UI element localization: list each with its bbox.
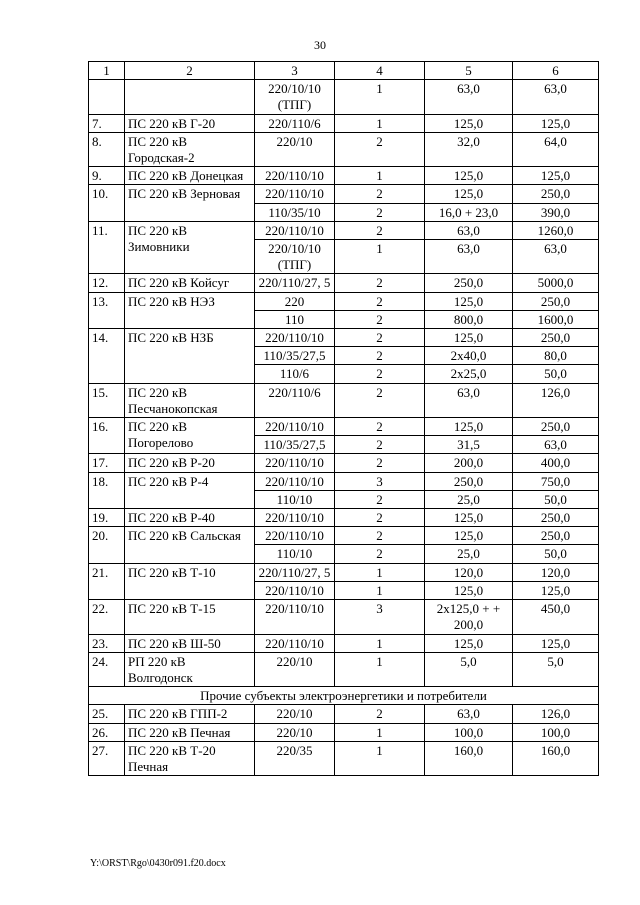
- voltage-cell: 110/10: [255, 490, 335, 508]
- table-row: [89, 383, 599, 417]
- power-cell: 5,0: [425, 652, 513, 686]
- power-cell: 63,0: [425, 383, 513, 417]
- power-cell: 16,0 + 23,0: [425, 203, 513, 221]
- voltage-cell: 220/110/10: [255, 581, 335, 599]
- substation-name: ПС 220 кВ Р-20: [125, 454, 255, 472]
- quantity-cell: 2: [335, 203, 425, 221]
- substation-name: ПС 220 кВ Ш-50: [125, 634, 255, 652]
- row-number: 14.: [89, 329, 125, 384]
- substation-name: ПС 220 кВ НЗБ: [125, 329, 255, 384]
- quantity-cell: 1: [335, 581, 425, 599]
- table-row: [89, 527, 599, 545]
- row-number: 18.: [89, 472, 125, 508]
- total-power-cell: 63,0: [513, 436, 599, 454]
- power-cell: 25,0: [425, 490, 513, 508]
- power-cell: 125,0: [425, 509, 513, 527]
- table-row: [89, 221, 599, 239]
- table-row: [89, 80, 599, 114]
- substation-name: ПС 220 кВ Донецкая: [125, 167, 255, 185]
- power-cell: 125,0: [425, 634, 513, 652]
- quantity-cell: 2: [335, 418, 425, 436]
- table-row: [89, 705, 599, 723]
- voltage-cell: 220/10: [255, 705, 335, 723]
- substation-name: ПС 220 кВ Р-40: [125, 509, 255, 527]
- table-header-row: [89, 62, 599, 80]
- voltage-cell: 220/10: [255, 723, 335, 741]
- row-number: 8.: [89, 132, 125, 166]
- row-number: 17.: [89, 454, 125, 472]
- total-power-cell: 5,0: [513, 652, 599, 686]
- header-cell-4: 4: [335, 62, 425, 80]
- total-power-cell: 400,0: [513, 454, 599, 472]
- total-power-cell: 64,0: [513, 132, 599, 166]
- quantity-cell: 2: [335, 292, 425, 310]
- total-power-cell: 126,0: [513, 705, 599, 723]
- row-number: 25.: [89, 705, 125, 723]
- power-cell: 100,0: [425, 723, 513, 741]
- total-power-cell: 390,0: [513, 203, 599, 221]
- row-number: 16.: [89, 418, 125, 454]
- substation-name: ПС 220 кВ Р-4: [125, 472, 255, 508]
- voltage-cell: 220/110/10: [255, 509, 335, 527]
- power-cell: 160,0: [425, 741, 513, 775]
- power-cell: 25,0: [425, 545, 513, 563]
- total-power-cell: 1600,0: [513, 310, 599, 328]
- power-cell: 125,0: [425, 292, 513, 310]
- quantity-cell: 2: [335, 365, 425, 383]
- power-cell: 2х125,0 + + 200,0: [425, 600, 513, 634]
- table-row: [89, 652, 599, 686]
- substation-name: ПС 220 кВ Сальская: [125, 527, 255, 563]
- voltage-cell: 220/10: [255, 652, 335, 686]
- voltage-cell: 110/35/27,5: [255, 347, 335, 365]
- header-cell-2: 2: [125, 62, 255, 80]
- total-power-cell: 80,0: [513, 347, 599, 365]
- total-power-cell: 125,0: [513, 167, 599, 185]
- total-power-cell: 1260,0: [513, 221, 599, 239]
- quantity-cell: 2: [335, 132, 425, 166]
- quantity-cell: 2: [335, 436, 425, 454]
- voltage-cell: 220/110/27, 5: [255, 274, 335, 292]
- voltage-cell: 220/110/10: [255, 329, 335, 347]
- power-cell: 125,0: [425, 329, 513, 347]
- total-power-cell: 250,0: [513, 418, 599, 436]
- quantity-cell: 2: [335, 329, 425, 347]
- substation-name: ПС 220 кВ Т-15: [125, 600, 255, 634]
- substation-name: ПС 220 кВ Т-20 Печная: [125, 741, 255, 775]
- header-cell-1: 1: [89, 62, 125, 80]
- header-cell-3: 3: [255, 62, 335, 80]
- header-cell-5: 5: [425, 62, 513, 80]
- total-power-cell: 50,0: [513, 545, 599, 563]
- voltage-cell: 220/110/10: [255, 634, 335, 652]
- quantity-cell: 2: [335, 274, 425, 292]
- row-number: 27.: [89, 741, 125, 775]
- power-cell: 200,0: [425, 454, 513, 472]
- table-row: [89, 723, 599, 741]
- total-power-cell: 250,0: [513, 292, 599, 310]
- total-power-cell: 125,0: [513, 634, 599, 652]
- row-number: 26.: [89, 723, 125, 741]
- power-cell: 120,0: [425, 563, 513, 581]
- header-cell-6: 6: [513, 62, 599, 80]
- power-cell: 2х25,0: [425, 365, 513, 383]
- power-cell: 2х40,0: [425, 347, 513, 365]
- footer-file-path: Y:\ORST\Rgo\0430r091.f20.docx: [90, 858, 226, 869]
- quantity-cell: 2: [335, 454, 425, 472]
- total-power-cell: 750,0: [513, 472, 599, 490]
- voltage-cell: 110/10: [255, 545, 335, 563]
- quantity-cell: 1: [335, 634, 425, 652]
- row-number: 12.: [89, 274, 125, 292]
- power-cell: 125,0: [425, 114, 513, 132]
- substation-name: ПС 220 кВ Зимовники: [125, 221, 255, 274]
- quantity-cell: 2: [335, 310, 425, 328]
- total-power-cell: 50,0: [513, 490, 599, 508]
- quantity-cell: 1: [335, 652, 425, 686]
- power-cell: 250,0: [425, 472, 513, 490]
- table-row: [89, 741, 599, 775]
- power-cell: 250,0: [425, 274, 513, 292]
- total-power-cell: 125,0: [513, 581, 599, 599]
- substation-name: ПС 220 кВ Печная: [125, 723, 255, 741]
- voltage-cell: 220/110/10: [255, 454, 335, 472]
- substation-name: ПС 220 кВ Погорелово: [125, 418, 255, 454]
- page-number: 30: [314, 38, 326, 52]
- quantity-cell: 1: [335, 80, 425, 114]
- total-power-cell: 160,0: [513, 741, 599, 775]
- total-power-cell: 120,0: [513, 563, 599, 581]
- row-number: 13.: [89, 292, 125, 328]
- total-power-cell: 5000,0: [513, 274, 599, 292]
- quantity-cell: 1: [335, 563, 425, 581]
- table-row: [89, 454, 599, 472]
- row-number: 19.: [89, 509, 125, 527]
- quantity-cell: 2: [335, 383, 425, 417]
- substation-name: [125, 80, 255, 114]
- power-cell: 63,0: [425, 80, 513, 114]
- total-power-cell: 250,0: [513, 329, 599, 347]
- power-cell: 63,0: [425, 705, 513, 723]
- quantity-cell: 1: [335, 240, 425, 274]
- row-number: 10.: [89, 185, 125, 221]
- voltage-cell: 220/110/10: [255, 418, 335, 436]
- substation-name: ПС 220 кВ Городская-2: [125, 132, 255, 166]
- voltage-cell: 220/110/6: [255, 114, 335, 132]
- voltage-cell: 110/35/10: [255, 203, 335, 221]
- quantity-cell: 1: [335, 723, 425, 741]
- power-cell: 125,0: [425, 581, 513, 599]
- total-power-cell: 126,0: [513, 383, 599, 417]
- substation-name: ПС 220 кВ Зерновая: [125, 185, 255, 221]
- voltage-cell: 110/6: [255, 365, 335, 383]
- total-power-cell: 250,0: [513, 527, 599, 545]
- total-power-cell: 50,0: [513, 365, 599, 383]
- quantity-cell: 2: [335, 527, 425, 545]
- voltage-cell: 110/35/27,5: [255, 436, 335, 454]
- row-number: 9.: [89, 167, 125, 185]
- table-row: [89, 167, 599, 185]
- quantity-cell: 2: [335, 347, 425, 365]
- quantity-cell: 1: [335, 741, 425, 775]
- section-row: [89, 687, 599, 705]
- row-number: 11.: [89, 221, 125, 274]
- table-row: [89, 329, 599, 347]
- row-number: 15.: [89, 383, 125, 417]
- substation-name: РП 220 кВ Волгодонск: [125, 652, 255, 686]
- row-number: 7.: [89, 114, 125, 132]
- voltage-cell: 220/110/10: [255, 527, 335, 545]
- voltage-cell: 220/110/6: [255, 383, 335, 417]
- voltage-cell: 220/110/10: [255, 472, 335, 490]
- voltage-cell: 220/110/10: [255, 600, 335, 634]
- section-title: Прочие субъекты электроэнергетики и потребители: [89, 687, 599, 705]
- voltage-cell: 220/10: [255, 132, 335, 166]
- table-row: [89, 509, 599, 527]
- total-power-cell: 63,0: [513, 240, 599, 274]
- table-row: [89, 292, 599, 310]
- quantity-cell: 2: [335, 705, 425, 723]
- row-number: [89, 80, 125, 114]
- table-row: [89, 563, 599, 581]
- substation-name: ПС 220 кВ ГПП-2: [125, 705, 255, 723]
- substation-name: ПС 220 кВ Г-20: [125, 114, 255, 132]
- table-row: [89, 132, 599, 166]
- row-number: 21.: [89, 563, 125, 599]
- row-number: 22.: [89, 600, 125, 634]
- voltage-cell: 220/35: [255, 741, 335, 775]
- voltage-cell: 220/110/10: [255, 167, 335, 185]
- table-row: [89, 418, 599, 436]
- voltage-cell: 220/10/10 (ТПГ): [255, 80, 335, 114]
- power-cell: 125,0: [425, 185, 513, 203]
- quantity-cell: 3: [335, 600, 425, 634]
- voltage-cell: 220/10/10 (ТПГ): [255, 240, 335, 274]
- substation-name: ПС 220 кВ Койсуг: [125, 274, 255, 292]
- power-cell: 63,0: [425, 221, 513, 239]
- power-cell: 125,0: [425, 418, 513, 436]
- table-row: [89, 185, 599, 203]
- table-body: [89, 62, 599, 776]
- row-number: 20.: [89, 527, 125, 563]
- total-power-cell: 450,0: [513, 600, 599, 634]
- voltage-cell: 220/110/10: [255, 221, 335, 239]
- substation-table: [88, 61, 599, 776]
- voltage-cell: 220: [255, 292, 335, 310]
- total-power-cell: 250,0: [513, 185, 599, 203]
- total-power-cell: 250,0: [513, 509, 599, 527]
- power-cell: 63,0: [425, 240, 513, 274]
- table-row: [89, 472, 599, 490]
- table-row: [89, 600, 599, 634]
- power-cell: 125,0: [425, 527, 513, 545]
- substation-name: ПС 220 кВ Песчанокопская: [125, 383, 255, 417]
- power-cell: 31,5: [425, 436, 513, 454]
- table-row: [89, 114, 599, 132]
- quantity-cell: 2: [335, 221, 425, 239]
- total-power-cell: 63,0: [513, 80, 599, 114]
- voltage-cell: 220/110/10: [255, 185, 335, 203]
- power-cell: 32,0: [425, 132, 513, 166]
- quantity-cell: 2: [335, 509, 425, 527]
- voltage-cell: 220/110/27, 5: [255, 563, 335, 581]
- total-power-cell: 125,0: [513, 114, 599, 132]
- substation-name: ПС 220 кВ Т-10: [125, 563, 255, 599]
- row-number: 23.: [89, 634, 125, 652]
- total-power-cell: 100,0: [513, 723, 599, 741]
- power-cell: 800,0: [425, 310, 513, 328]
- quantity-cell: 2: [335, 185, 425, 203]
- quantity-cell: 1: [335, 114, 425, 132]
- voltage-cell: 110: [255, 310, 335, 328]
- table-row: [89, 274, 599, 292]
- table-row: [89, 634, 599, 652]
- quantity-cell: 3: [335, 472, 425, 490]
- row-number: 24.: [89, 652, 125, 686]
- power-cell: 125,0: [425, 167, 513, 185]
- quantity-cell: 1: [335, 167, 425, 185]
- quantity-cell: 2: [335, 490, 425, 508]
- quantity-cell: 2: [335, 545, 425, 563]
- substation-name: ПС 220 кВ НЭЗ: [125, 292, 255, 328]
